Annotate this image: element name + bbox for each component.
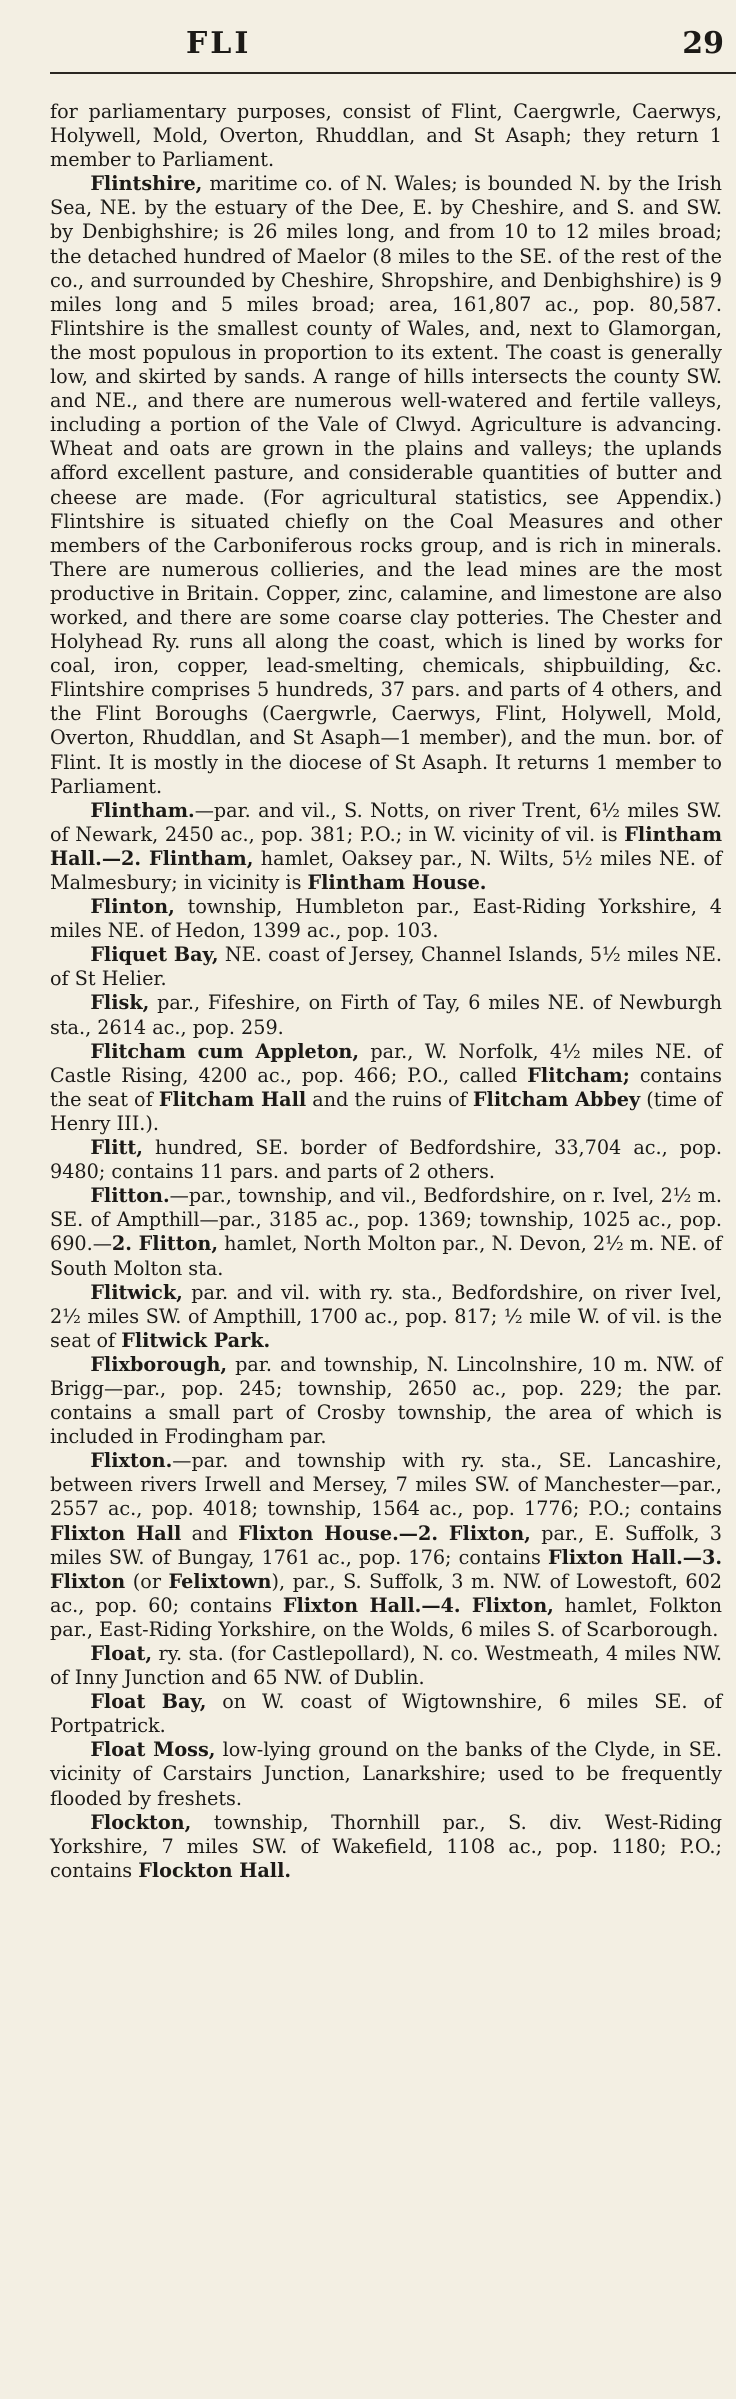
entry-headword: Float Bay, (90, 1690, 207, 1714)
entry-flinton (50, 895, 722, 943)
entry-headword: Flixton Hall (50, 1521, 182, 1545)
entry-text: hamlet, North Molton par., N. Devon, 2½ m. NE. of South Molton sta. (50, 1232, 722, 1280)
entry-headword: Flinton, (90, 895, 175, 919)
entry-text: and (181, 1521, 239, 1545)
entry-text: ry. sta. (for Castlepollard), N. co. Westmeath, 4 miles NW. of Inny Junction and 65 NW. of Dublin. (50, 1642, 722, 1690)
entry-text: —par. and township with ry. sta., SE. Lancashire, between rivers Irwell and Mersey, 7 miles SW. of Manchester—par., 2557 ac., pop. 4018; township, 1564 ac., pop. 1776; P.O.; contains (50, 1449, 722, 1521)
entry-text: low-lying ground on the banks of the Clyde, in SE. vicinity of Carstairs Junction, Lanarkshire; used to be frequently flooded by freshets. (50, 1738, 722, 1810)
entry-headword: Flitt, (90, 1136, 143, 1160)
entry-headword: Flisk, (90, 991, 150, 1015)
entry-float (50, 1642, 722, 1690)
entry-headword: Flintshire, (90, 172, 203, 196)
entry-headword: Felixtown (168, 1569, 272, 1593)
entry-text: township, Thornhill par., S. div. West-Riding Yorkshire, 7 miles SW. of Wakefield, 1108 ac., pop. 1180; P.O.; contains (50, 1810, 722, 1882)
entry-text: (or (125, 1569, 169, 1593)
entry-headword: Flitcham Abbey (472, 1087, 641, 1111)
entry-headword: Flockton, (90, 1810, 192, 1834)
entry-text: ), par., S. Suffolk, 3 m. NW. of Lowestoft, 602 ac., pop. 60; contains (50, 1569, 722, 1617)
entry-headword: Flitwick Park. (121, 1328, 271, 1352)
entry-text: hundred, SE. border of Bedfordshire, 33,704 ac., pop. 9480; contains 11 pars. and parts of 2 others. (50, 1136, 722, 1184)
header-rule (50, 72, 736, 74)
entry-headword: Flixton Hall.—3. Flixton (50, 1545, 722, 1593)
entry-headword: Flitton. (90, 1184, 170, 1208)
entry-flixton (50, 1449, 722, 1642)
entry-flitwick (50, 1281, 722, 1353)
entry-headword: Flixton House.—2. Flixton, (238, 1521, 531, 1545)
entry-headword: Flockton Hall. (138, 1858, 292, 1882)
entry-continuation (50, 100, 722, 172)
entry-text: hamlet, Folkton par., East-Riding Yorkshire, on the Wolds, 6 miles S. of Scarborough. (50, 1593, 722, 1641)
entry-text: —par., township, and vil., Bedfordshire, on r. Ivel, 2½ m. SE. of Ampthill—par., 3185 ac., pop. 1369; township, 1025 ac., pop. 690.— (50, 1184, 722, 1256)
entry-text: par. and vil. with ry. sta., Bedfordshire, on river Ivel, 2½ miles SW. of Ampthill, 1700 ac., pop. 817; ½ mile W. of vil. is the seat of (50, 1280, 722, 1352)
page-number: 29 (682, 26, 724, 61)
entry-headword: Flixton Hall.—4. Flixton, (282, 1593, 554, 1617)
entry-headword: 2. Flitton, (111, 1232, 219, 1256)
entry-text: par., E. Suffolk, 3 miles SW. of Bungay, 1761 ac., pop. 176; contains (50, 1521, 723, 1569)
running-head-word: FLI (186, 26, 252, 61)
entry-headword: Flintham House. (307, 871, 487, 894)
entry-headword: Float, (90, 1642, 152, 1665)
entry-flintshire (50, 172, 722, 798)
entry-text: (time of Henry III.). (50, 1087, 722, 1135)
entry-headword: Flitcham Hall (158, 1087, 307, 1111)
entry-flitton (50, 1184, 722, 1280)
entry-text: hamlet, Oaksey par., N. Wilts, 5½ miles NE. of Malmesbury; in vicinity is (50, 846, 722, 894)
entry-headword: Float Moss, (90, 1738, 216, 1762)
entry-flintham (50, 799, 722, 895)
entry-headword: Flitcham; (527, 1063, 630, 1087)
entry-text: NE. coast of Jersey, Channel Islands, 5½ miles NE. of St Helier. (50, 943, 722, 991)
entry-headword: Flitwick, (90, 1280, 183, 1304)
entry-text: —par. and vil., S. Notts, on river Trent, 6½ miles SW. of Newark, 2450 ac., pop. 381; P.O.; in W. vicinity of vil. is (50, 798, 722, 846)
entry-float-moss (50, 1738, 722, 1810)
entry-text: par., Fifeshire, on Firth of Tay, 6 miles NE. of Newburgh sta., 2614 ac., pop. 259. (50, 991, 722, 1039)
entry-flisk (50, 991, 722, 1039)
entry-text: par., W. Norfolk, 4½ miles NE. of Castle Rising, 4200 ac., pop. 466; P.O., called (50, 1039, 722, 1087)
entry-headword: Flitcham cum Appleton, (90, 1039, 360, 1063)
entry-flitcham (50, 1040, 722, 1136)
entries-column (50, 72, 722, 1883)
entry-text: on W. coast of Wigtownshire, 6 miles SE. of Portpatrick. (50, 1690, 723, 1738)
entry-float-bay (50, 1690, 722, 1738)
entry-fliquet-bay (50, 943, 722, 991)
entry-flockton (50, 1811, 722, 1883)
running-head (50, 0, 722, 72)
entry-text: township, Humbleton par., East-Riding Yorkshire, 4 miles NE. of Hedon, 1399 ac., pop. 103. (50, 895, 722, 943)
entry-headword: Flintham. (90, 798, 195, 822)
entry-headword: Fliquet Bay, (90, 943, 219, 967)
entry-text: maritime co. of N. Wales; is bounded N. by the Irish Sea, NE. by the estuary of the Dee, E. by Cheshire, and S. and SW. by Denbighshire; is 26 miles long, and from 10 to 12 miles broad; the detached hundred of Maelor (8 miles to the SE. of the rest of the co., and surrounded by Cheshire, Shropshire, and Denbighshire) is 9 miles long and 5 miles broad; area, 161,807 ac., pop. 80,587. Flintshire is the smallest county of Wales, and, next to Glamorgan, the most populous in proportion to its extent. The coast is generally low, and skirted by sands. A range of hills intersects the county SW. and NE., and there are numerous well-watered and fertile valleys, including a portion of the Vale of Clwyd. Agriculture is advancing. Wheat and oats are grown in the plains and valleys; the uplands afford excellent pasture, and considerable quantities of butter and cheese are made. (For agricultural statistics, see Appendix.) Flintshire is situated chiefly on the Coal Measures and other members of the Carboniferous rocks group, and is rich in minerals. There are numerous collieries, and the lead mines are the most productive in Britain. Copper, zinc, calamine, and limestone are also worked, and there are some coarse clay potteries. The Chester and Holyhead Ry. runs all along the coast, which is lined by works for coal, iron, copper, lead-smelting, chemicals, shipbuilding, &c. Flintshire comprises 5 hundreds, 37 pars. and parts of 4 others, and the Flint Boroughs (Caergwrle, Caerwys, Flint, Holywell, Mold, Overton, Rhuddlan, and St Asaph—1 member), and the mun. bor. of Flint. It is mostly in the diocese of St Asaph. It returns 1 member to Parliament. (50, 172, 722, 798)
entry-headword: Flixborough, (90, 1352, 228, 1376)
entry-text: and the ruins of (306, 1087, 473, 1111)
entry-headword: Flixton. (90, 1449, 173, 1473)
entry-text: for parliamentary purposes, consist of Flint, Caergwrle, Caerwys, Holywell, Mold, Overton, Rhuddlan, and St Asaph; they return 1 member to Parliament. (50, 100, 722, 172)
entry-text: contains the seat of (50, 1063, 722, 1111)
entry-headword: Flintham Hall.—2. Flintham, (50, 822, 722, 870)
entry-flitt (50, 1136, 722, 1184)
entry-flixborough (50, 1353, 722, 1449)
entry-text: par. and township, N. Lincolnshire, 10 m. NW. of Brigg—par., pop. 245; township, 2650 ac., pop. 229; the par. contains a small part of Crosby township, the area of which is included in Frodingham par. (50, 1352, 722, 1449)
